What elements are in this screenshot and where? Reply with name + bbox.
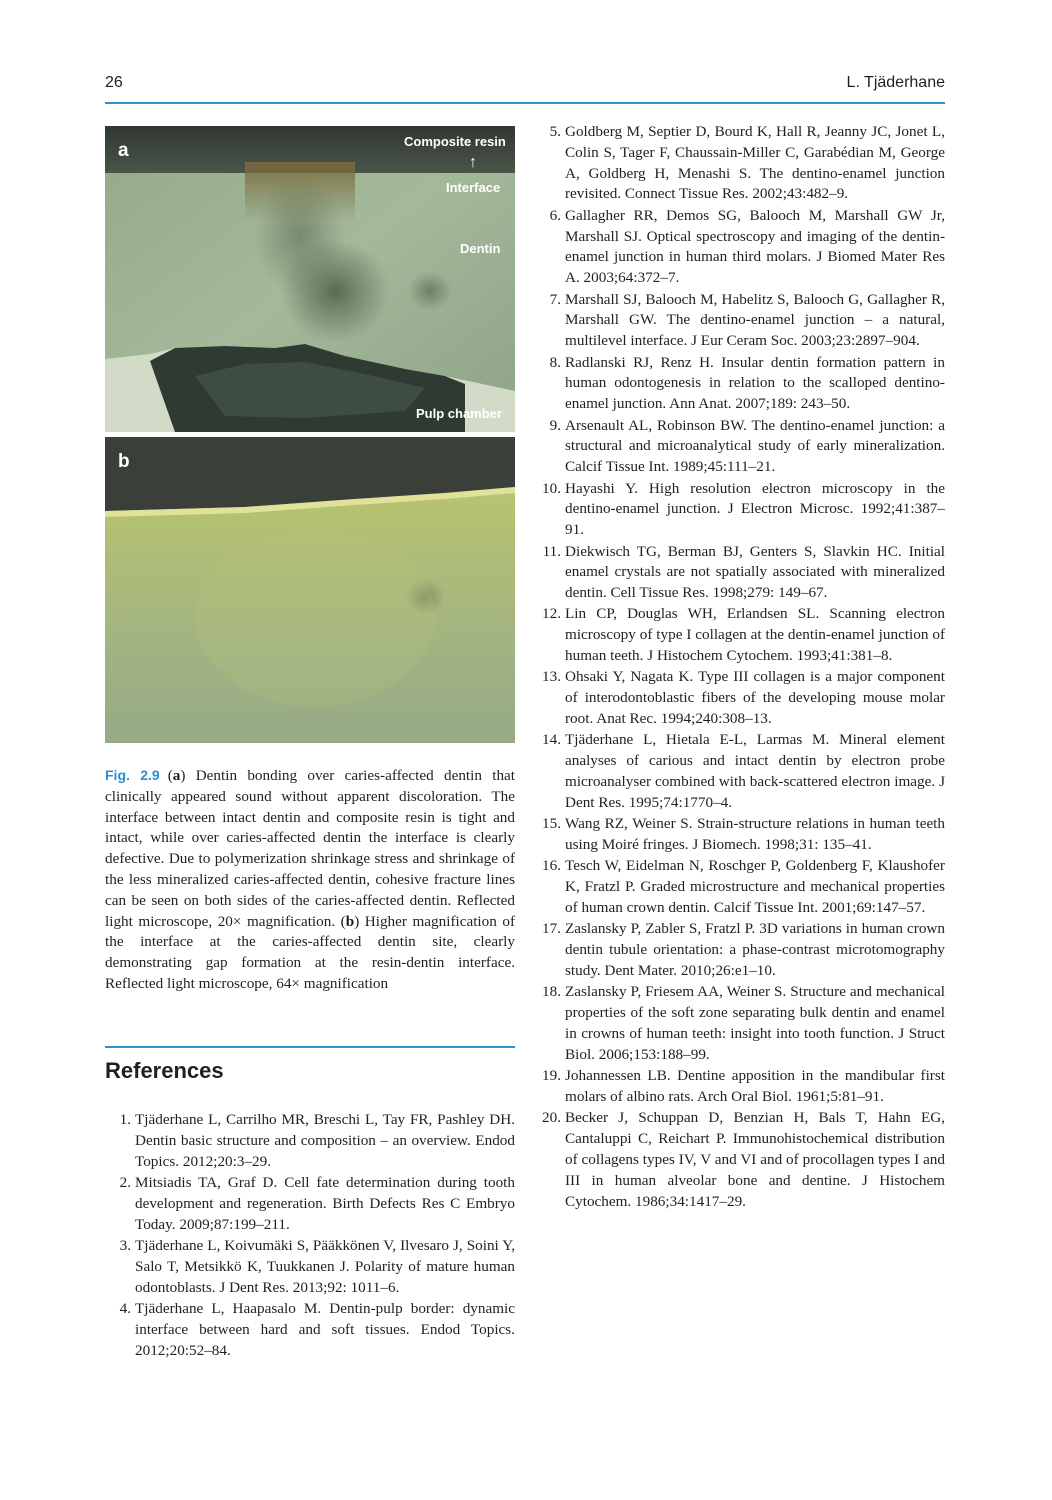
figure-panel-b <box>105 437 515 743</box>
reference-number: 18. <box>542 983 561 1001</box>
reference-text: Becker J, Schuppan D, Benzian H, Bals T, Hahn EG, Cantaluppi C, Reichart P. Immunohistochemical distribution of collagens types IV, V and VI and of procollagen types I and III in human alveolar bone and dentine. J Histochem Cytochem. 1986;34:1417–29. <box>565 1109 945 1210</box>
reference-number: 12. <box>542 605 561 623</box>
reference-text: Ohsaki Y, Nagata K. Type III collagen is a major component of interodontoblastic fibers of the developing mouse molar root. Anat Rec. 1994;240:308–13. <box>565 668 945 728</box>
reference-number: 19. <box>542 1067 561 1085</box>
reference-text: Tesch W, Eidelman N, Roschger P, Goldenberg F, Klaushofer K, Fratzl P. Graded microstructure and mechanical properties of human crown dentin. Calcif Tissue Int. 2001;69:147–57. <box>565 857 945 917</box>
reference-text: Marshall SJ, Balooch M, Habelitz S, Balooch G, Gallagher R, Marshall GW. The dentino-enamel junction – a natural, multilevel interface. J Eur Ceram Soc. 2003;23:2897–904. <box>565 290 945 350</box>
reference-item <box>535 856 945 918</box>
reference-item <box>105 1299 515 1361</box>
reference-number: 14. <box>542 731 561 749</box>
reference-number: 17. <box>542 920 561 938</box>
reference-number: 13. <box>542 668 561 686</box>
reference-number: 10. <box>542 479 561 497</box>
page-number: 26 <box>105 74 123 91</box>
reference-text: Tjäderhane L, Haapasalo M. Dentin-pulp border: dynamic interface between hard and soft tissues. Endod Topics. 2012;20:52–84. <box>135 1299 515 1359</box>
reference-text: Tjäderhane L, Hietala E-L, Larmas M. Mineral element analyses of carious and intact dentin by electron probe microanalyser combined with back-scattered electron image. J Dent Res. 1995;74:1770–4. <box>565 731 945 811</box>
reference-number: 4. <box>119 1299 131 1317</box>
running-author: L. Tjäderhane <box>846 74 945 91</box>
reference-number: 9. <box>549 416 561 434</box>
reference-item <box>535 1108 945 1212</box>
micrograph-b <box>105 437 515 743</box>
reference-item <box>535 814 945 856</box>
label-interface: Interface <box>446 180 501 195</box>
reference-item <box>535 353 945 415</box>
label-pulp-chamber: Pulp chamber <box>416 406 502 421</box>
caption-text-b: Higher magnification of the interface at the caries-affected dentin site, clearly demonstrating gap formation at the resin-dentin interface. Reflected light microscope, 64× magnification <box>105 912 516 992</box>
reference-item <box>535 122 945 205</box>
reference-item <box>535 919 945 981</box>
reference-item <box>105 1236 515 1298</box>
caption-panel-ref-b: b <box>345 912 355 930</box>
figure-panel-a <box>105 126 515 432</box>
reference-item <box>535 1066 945 1108</box>
panel-letter-a: a <box>118 140 129 161</box>
reference-text: Arsenault AL, Robinson BW. The dentino-enamel junction: a structural and microanalytical study of early mineralization. Calcif Tissue Int. 1989;45:111–21. <box>565 416 945 476</box>
label-dentin: Dentin <box>460 241 501 256</box>
reference-number: 11. <box>542 542 561 560</box>
micrograph-a <box>105 126 515 432</box>
references-list-right <box>535 122 945 1213</box>
reference-item <box>535 290 945 352</box>
reference-text: Zaslansky P, Friesem AA, Weiner S. Structure and mechanical properties of the soft zone separating bulk dentin and enamel in crowns of human teeth: insight into tooth function. J Struct Biol. 2006;153:188–99. <box>565 983 945 1063</box>
reference-number: 15. <box>542 815 561 833</box>
reference-text: Lin CP, Douglas WH, Erlandsen SL. Scanning electron microscopy of type I collagen at the dentin-enamel junction of human teeth. J Histochem Cytochem. 1993;41:381–8. <box>565 605 945 665</box>
reference-text: Diekwisch TG, Berman BJ, Genters S, Slavkin HC. Initial enamel crystals are not spatially associated with mineralized dentin. Cell Tissue Res. 1998;279: 149–67. <box>565 542 945 602</box>
caption-panel-ref-a: a <box>172 767 181 784</box>
references-heading: References <box>105 1046 515 1084</box>
reference-number: 20. <box>542 1109 561 1127</box>
reference-text: Zaslansky P, Zabler S, Fratzl P. 3D variations in human crown dentin tubule orientation: a phase-contrast microtomography study. Dent Mater. 2010;26:e1–10. <box>565 920 945 979</box>
reference-number: 6. <box>549 206 561 224</box>
caption-paren: ( <box>340 912 346 930</box>
caption-paren: ( <box>167 767 173 784</box>
reference-item <box>105 1110 515 1172</box>
reference-item <box>105 1173 515 1235</box>
running-header <box>105 72 945 104</box>
figure-caption <box>105 765 515 995</box>
reference-text: Goldberg M, Septier D, Bourd K, Hall R, Jeanny JC, Jonet L, Colin S, Tager F, Chaussain-Miller C, Garabédian M, George A, Goldberg H, Menashi S. The dentino-enamel junction revisited. Connect Tissue Res. 2002;43:482–9. <box>565 123 945 203</box>
label-composite-resin: Composite resin <box>404 134 506 149</box>
reference-text: Gallagher RR, Demos SG, Balooch M, Marshall GW Jr, Marshall SJ. Optical spectroscopy and imaging of the dentin-enamel junction in human third molars. J Biomed Mater Res A. 2003;64:372–7. <box>565 206 945 287</box>
reference-number: 8. <box>549 353 561 371</box>
reference-number: 16. <box>542 857 561 875</box>
reference-text: Hayashi Y. High resolution electron microscopy in the dentino-enamel junction. J Electron Microsc. 1992;41:387–91. <box>565 479 945 539</box>
reference-item <box>535 604 945 666</box>
reference-item <box>535 667 945 729</box>
reference-text: Radlanski RJ, Renz H. Insular dentin formation pattern in human odontogenesis in relation to the scalloped dentino-enamel junction. Ann Anat. 2007;189: 243–50. <box>565 353 945 413</box>
figure-label: Fig. 2.9 <box>105 767 160 783</box>
reference-item <box>535 206 945 289</box>
caption-paren: ) <box>180 767 186 784</box>
caption-paren: ) <box>354 912 360 930</box>
reference-text: Wang RZ, Weiner S. Strain-structure relations in human teeth using Moiré fringes. J Biomech. 1998;31: 135–41. <box>565 815 945 854</box>
reference-number: 2. <box>119 1173 131 1191</box>
reference-item <box>535 479 945 541</box>
reference-text: Tjäderhane L, Koivumäki S, Pääkkönen V, Ilvesaro J, Soini Y, Salo T, Metsikkö K, Tuukkanen J. Polarity of mature human odontoblasts. J Dent Res. 2013;92: 1011–6. <box>135 1236 515 1296</box>
reference-item <box>535 542 945 604</box>
reference-text: Tjäderhane L, Carrilho MR, Breschi L, Tay FR, Pashley DH. Dentin basic structure and composition – an overview. Endod Topics. 2012;20:3–29. <box>135 1111 515 1170</box>
reference-number: 7. <box>549 290 561 308</box>
reference-number: 5. <box>549 123 561 140</box>
reference-text: Mitsiadis TA, Graf D. Cell fate determination during tooth development and regeneration. Birth Defects Res C Embryo Today. 2009;87:199–211. <box>135 1173 515 1233</box>
arrow-up-icon: ↑ <box>469 154 477 171</box>
references-list-left <box>105 1110 515 1362</box>
reference-item <box>535 982 945 1065</box>
panel-letter-b: b <box>118 451 130 472</box>
reference-number: 3. <box>119 1236 131 1254</box>
reference-item <box>535 416 945 478</box>
reference-number: 1. <box>119 1111 131 1128</box>
reference-text: Johannessen LB. Dentine apposition in the mandibular first molars of albino rats. Arch Oral Biol. 1961;5:81–91. <box>565 1067 945 1105</box>
reference-item <box>535 730 945 813</box>
caption-text-a: Dentin bonding over caries-affected dentin that clinically appeared sound without apparent discoloration. The interface between intact dentin and composite resin is tight and intact, while over caries-affected dentin the interface is clearly defective. Due to polymerization shrinkage stress and shrinkage of the less mineralized caries-affected dentin, cohesive fracture lines can be seen on both sides of the caries-affected dentin. Reflected light microscope, 20× magnification. <box>105 767 515 930</box>
